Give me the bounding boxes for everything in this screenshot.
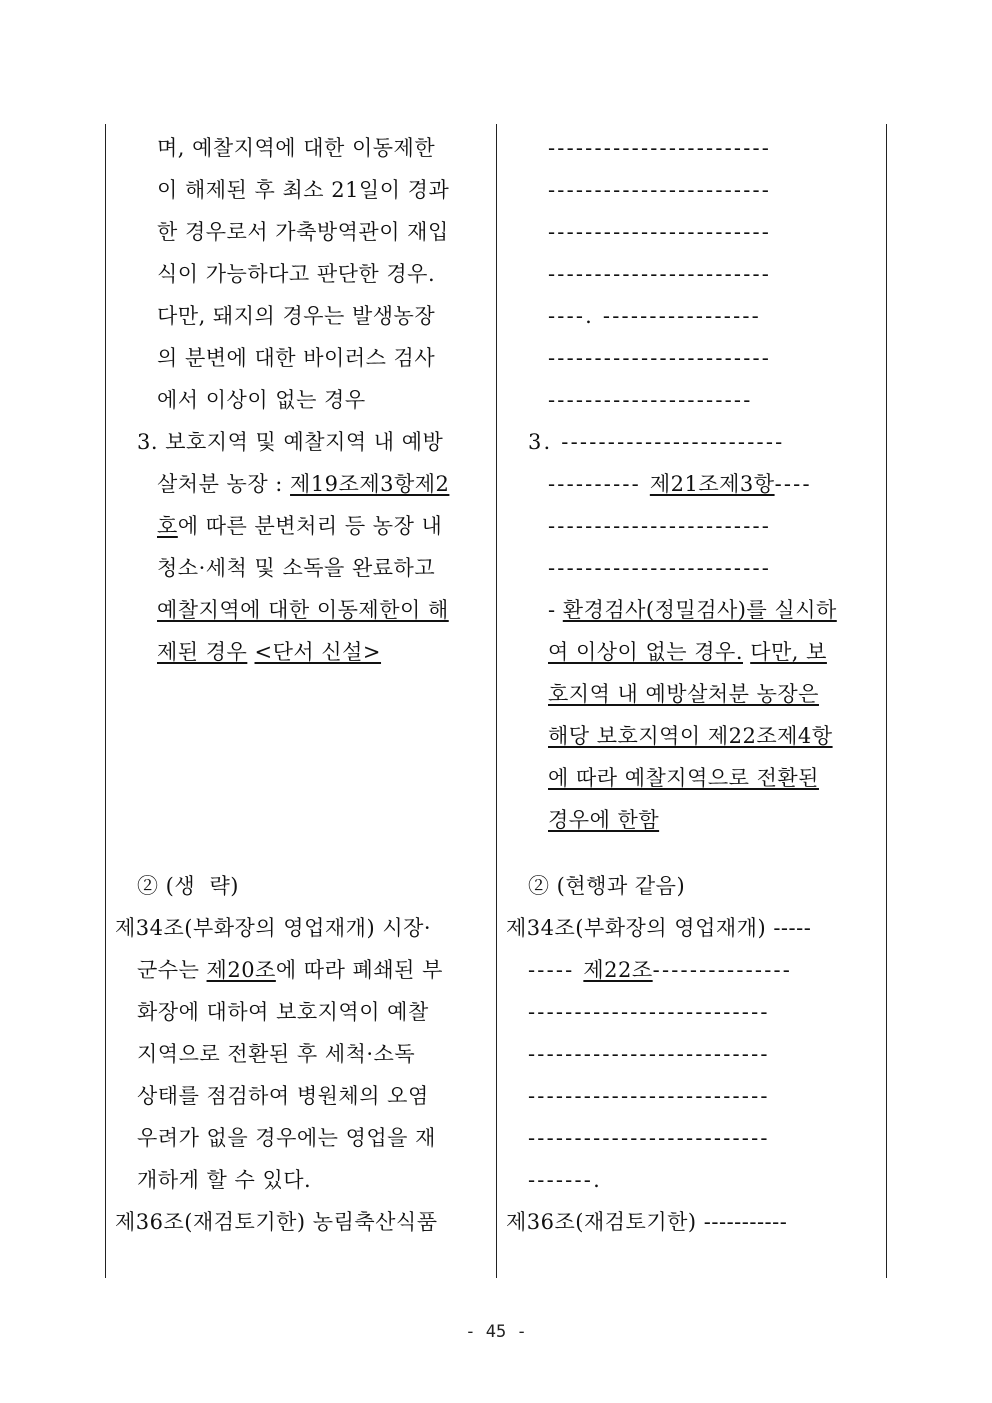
page-number: - 45 - xyxy=(465,1322,527,1342)
new-proviso: 다만, 보 xyxy=(750,640,827,664)
text-line xyxy=(157,638,487,666)
new-proviso: 호지역 내 예방살처분 농장은 xyxy=(548,682,819,706)
new-proviso: 해당 보호지역이 제22조제4항 xyxy=(548,724,833,748)
text-line: 지역으로 전환된 후 세척·소독 xyxy=(137,1042,416,1066)
dash-line: -------------------------- xyxy=(528,1000,770,1024)
text-line: 다만, 돼지의 경우는 발생농장 xyxy=(157,304,436,328)
text-line: 며, 예찰지역에 대한 이동제한 xyxy=(157,136,436,160)
dash-line: ------------------------ xyxy=(548,220,772,244)
dash-line: ---------------------- xyxy=(548,388,753,412)
text-line: - 환경검사(정밀검사)를 실시하 xyxy=(548,598,837,622)
new-proviso: 에 따라 예찰지역으로 전환된 xyxy=(548,766,819,790)
text-line: 군수는 제20조에 따라 폐쇄된 부 xyxy=(137,958,443,982)
article-reference: 제20조 xyxy=(206,958,276,982)
item-3-heading: 3. 보호지역 및 예찰지역 내 예방 xyxy=(137,430,444,454)
article-reference: 제21조제3항 xyxy=(649,472,775,496)
dash-line: -------------------------- xyxy=(528,1126,770,1150)
text-line: 식이 가능하다고 판단한 경우. xyxy=(157,262,436,286)
text-line: 의 분변에 대한 바이러스 검사 xyxy=(157,346,436,370)
article-36-heading: 제36조(재검토기한) ----------- xyxy=(506,1210,788,1234)
item-3-heading: 3. ------------------------ xyxy=(528,430,785,454)
article-reference: 호 xyxy=(157,514,178,538)
paragraph-2: ② (생 략) xyxy=(137,874,239,898)
dash-line: ------------------------ xyxy=(548,262,772,286)
dash-line: -------------------------- xyxy=(528,1042,770,1066)
text-line: 화장에 대하여 보호지역이 예찰 xyxy=(137,1000,429,1024)
paragraph-2: ② (현행과 같음) xyxy=(528,874,686,898)
text-line: 살처분 농장 : 제19조제3항제2 xyxy=(157,472,450,496)
dash-line: ------------------------ xyxy=(548,178,772,202)
dash-line: ------------------------ xyxy=(548,514,772,538)
text-line: 이 해제된 후 최소 21일이 경과 xyxy=(157,178,450,202)
comparison-table xyxy=(105,124,887,1278)
table-border-left xyxy=(105,124,106,1278)
table-divider xyxy=(496,124,497,1278)
amended-text: 여 이상이 없는 경우. xyxy=(548,640,743,664)
text-line: 한 경우로서 가축방역관이 재입 xyxy=(157,220,449,244)
text-line: 호에 따른 분변처리 등 농장 내 xyxy=(157,514,443,538)
article-reference: 제19조제3항제2 xyxy=(290,472,450,496)
article-36-heading: 제36조(재검토기한) 농림축산식품 xyxy=(115,1210,438,1234)
text-line: ---------- 제21조제3항---- xyxy=(548,472,812,496)
article-34-heading: 제34조(부화장의 영업재개) ----- xyxy=(506,916,812,940)
text-line: 상태를 점검하여 병원체의 오염 xyxy=(137,1084,429,1108)
article-34-heading: 제34조(부화장의 영업재개) 시장· xyxy=(115,916,432,940)
text-line: 청소·세척 및 소독을 완료하고 xyxy=(157,556,436,580)
dash-line: ----. ----------------- xyxy=(548,304,761,328)
amended-text: 환경검사(정밀검사)를 실시하 xyxy=(562,598,837,622)
text-line xyxy=(548,638,876,666)
amended-text: 예찰지역에 대한 이동제한이 해 xyxy=(157,598,449,622)
new-proviso: 경우에 한함 xyxy=(548,808,660,832)
dash-line: -------. xyxy=(528,1168,602,1192)
text-line: 개하게 할 수 있다. xyxy=(137,1168,312,1192)
article-reference: 제22조 xyxy=(583,958,653,982)
text-line: 에서 이상이 없는 경우 xyxy=(157,388,366,412)
new-proviso-tag: <단서 신설> xyxy=(254,640,382,664)
table-border-right xyxy=(886,124,887,1278)
text-line: 우려가 없을 경우에는 영업을 재 xyxy=(137,1126,436,1150)
dash-line: ------------------------ xyxy=(548,556,772,580)
dash-line: ------------------------ xyxy=(548,136,772,160)
amended-text: 제된 경우 xyxy=(157,640,248,664)
dash-line: -------------------------- xyxy=(528,1084,770,1108)
dash-line: ------------------------ xyxy=(548,346,772,370)
text-line: ----- 제22조--------------- xyxy=(528,958,793,982)
